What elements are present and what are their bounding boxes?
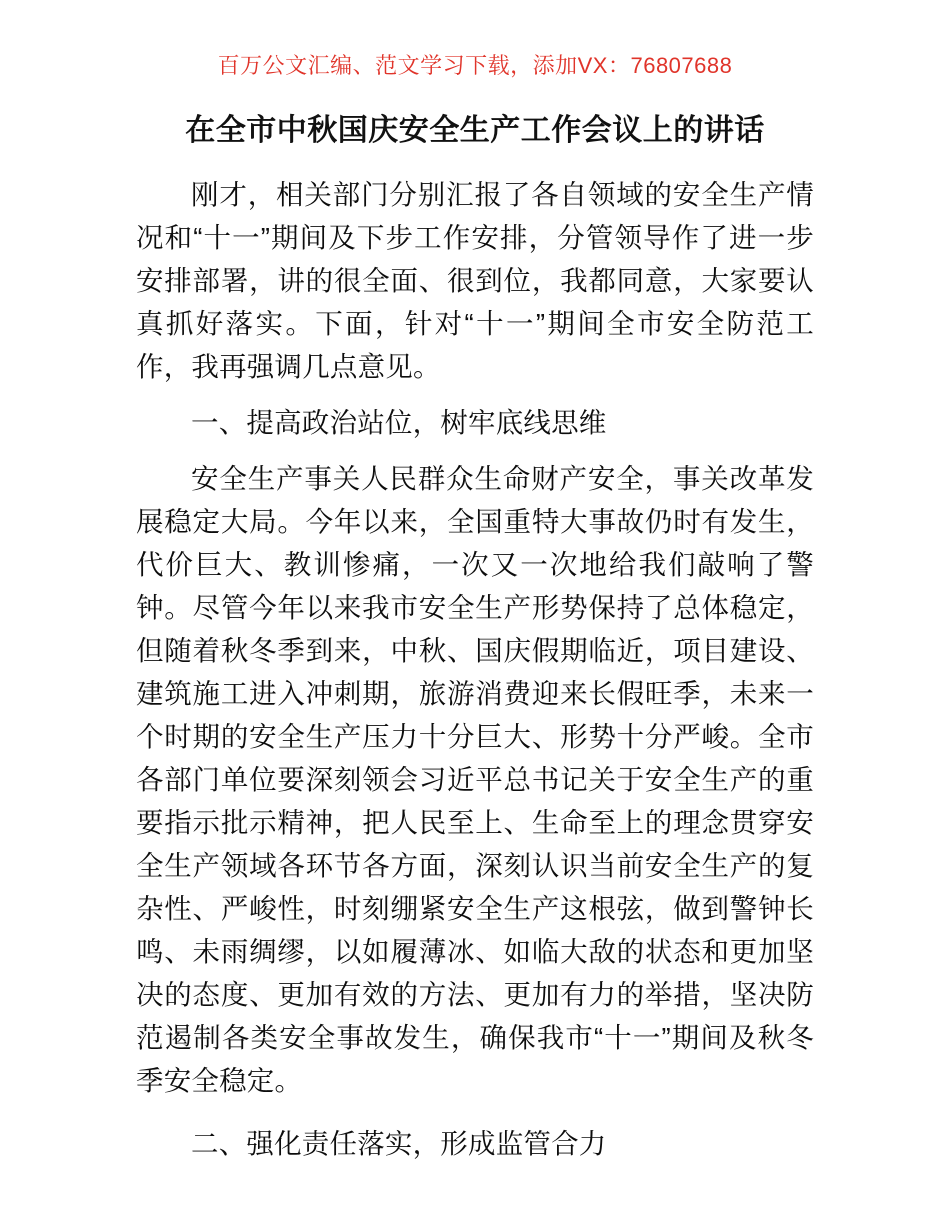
document-body xyxy=(136,173,814,1165)
section-heading-two: 二、强化责任落实，形成监管合力 xyxy=(191,1128,607,1160)
section-heading-one: 一、提高政治站位，树牢底线思维 xyxy=(191,407,607,439)
spacer xyxy=(136,388,814,401)
intro-paragraph: 刚才，相关部门分别汇报了各自领域的安全生产情况和“十一”期间及下步工作安排，分管领导作了进一步安排部署，讲的很全面、很到位，我都同意，大家要认真抓好落实。下面，针对“十一”期间全市安全防范工作，我再强调几点意见。 xyxy=(136,179,814,383)
section-one-body: 安全生产事关人民群众生命财产安全，事关改革发展稳定大局。今年以来，全国重特大事故仍时有发生，代价巨大、教训惨痛，一次又一次地给我们敲响了警钟。尽管今年以来我市安全生产形势保持了总体稳定，但随着秋冬季到来，中秋、国庆假期临近，项目建设、建筑施工进入冲刺期，旅游消费迎来长假旺季，未来一个时期的安全生产压力十分巨大、形势十分严峻。全市各部门单位要深刻领会习近平总书记关于安全生产的重要指示批示精神，把人民至上、生命至上的理念贯穿安全生产领域各环节各方面，深刻认识当前安全生产的复杂性、严峻性，时刻绷紧安全生产这根弦，做到警钟长鸣、未雨绸缪，以如履薄冰、如临大敌的状态和更加坚决的态度、更加有效的方法、更加有力的举措，坚决防范遏制各类安全事故发生，确保我市“十一”期间及秋冬季安全稳定。 xyxy=(136,463,814,1097)
page-title: 在全市中秋国庆安全生产工作会议上的讲话 xyxy=(185,113,765,147)
promo-header-banner: 百万公文汇编、范文学习下载，添加VX：76807688 xyxy=(217,53,733,78)
spacer xyxy=(136,444,814,457)
spacer xyxy=(136,1102,814,1122)
